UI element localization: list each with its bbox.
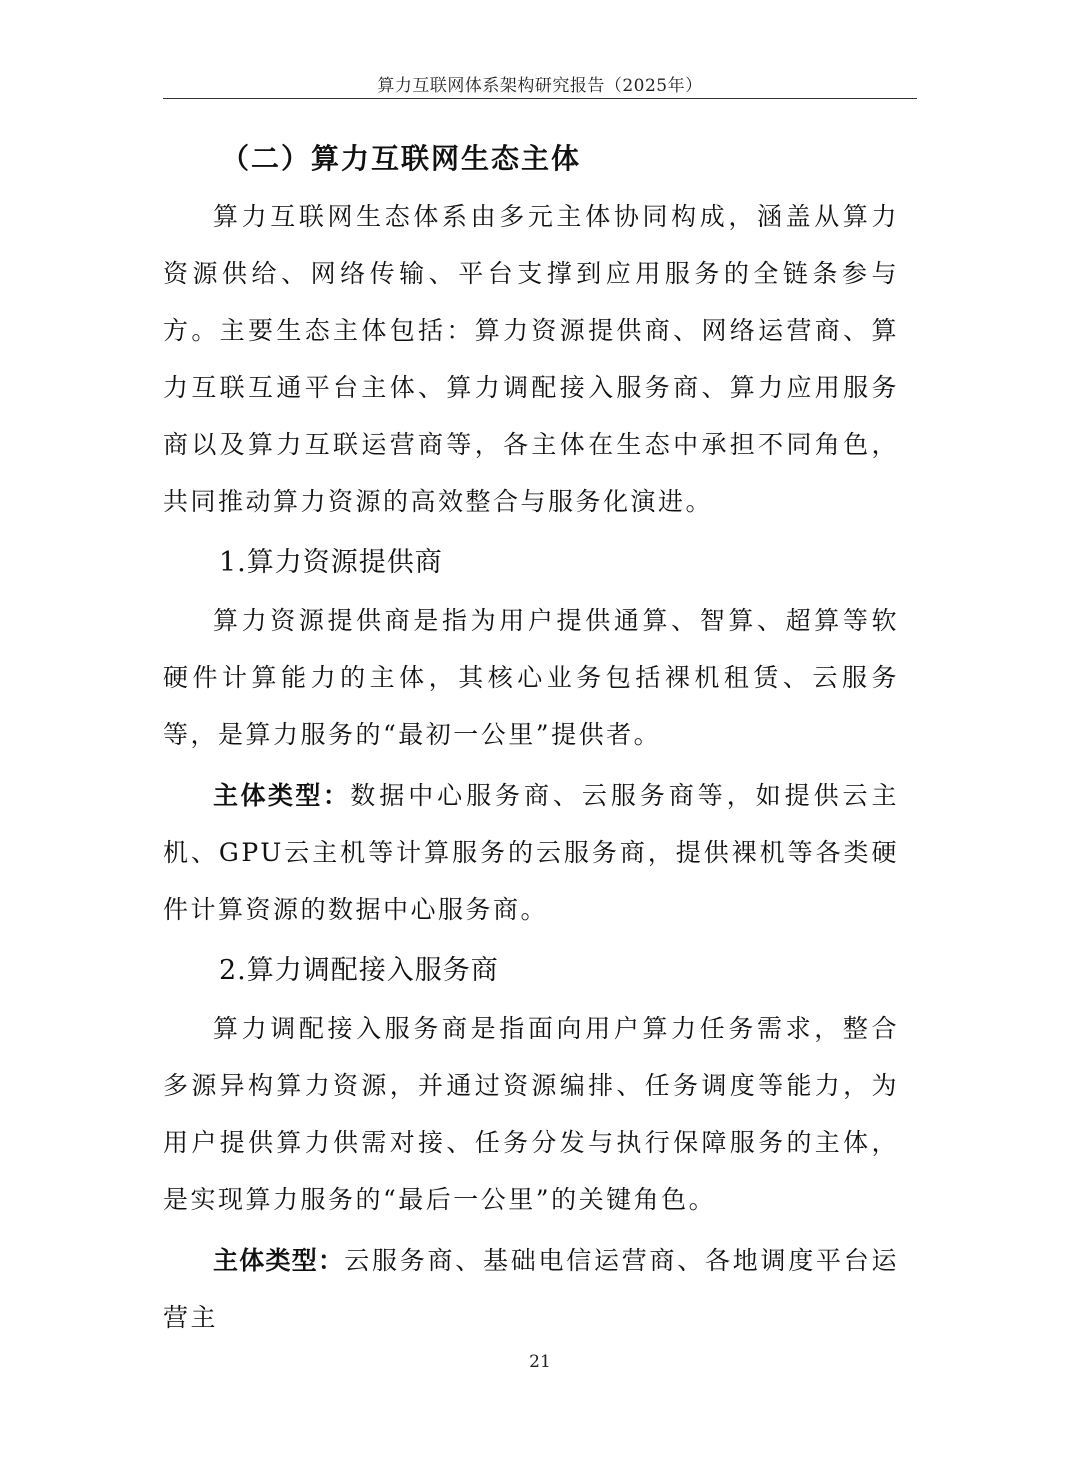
subsection-body-resource-provider: 算力资源提供商是指为用户提供通算、智算、超算等软硬件计算能力的主体，其核心业务包括裸机租赁、云服务等，是算力服务的“最初一公里”提供者。: [163, 606, 899, 749]
section-heading: （二）算力互联网生态主体: [221, 142, 582, 175]
section-intro-paragraph: 算力互联网生态体系由多元主体协同构成，涵盖从算力资源供给、网络传输、平台支撑到应用服务的全链条参与方。主要生态主体包括：算力资源提供商、网络运营商、算力互联互通平台主体、算力调配接入服务商、算力应用服务商以及算力互联运营商等，各主体在生态中承担不同角色，共同推动算力资源的高效整合与服务化演进。: [163, 202, 899, 516]
type-text: 云服务商、基础电信运营商、各地调度平台运营主: [163, 1246, 899, 1332]
subsection-heading-resource-provider: 1.算力资源提供商: [219, 547, 443, 578]
type-label: 主体类型：: [213, 781, 351, 810]
page-content: [163, 130, 899, 1346]
type-label: 主体类型：: [213, 1246, 345, 1275]
subsection-type-dispatch-provider: [163, 1232, 899, 1346]
subsection-heading-dispatch-provider: 2.算力调配接入服务商: [219, 955, 499, 986]
subsection-type-resource-provider: [163, 767, 899, 938]
subsection-body-dispatch-provider: 算力调配接入服务商是指面向用户算力任务需求，整合多源异构算力资源，并通过资源编排、任务调度等能力，为用户提供算力供需对接、任务分发与执行保障服务的主体，是实现算力服务的“最后一公里”的关键角色。: [163, 1014, 899, 1214]
page-number: 21: [529, 1352, 551, 1372]
header-divider: [163, 98, 917, 99]
page-header-title: 算力互联网体系架构研究报告（2025年）: [377, 76, 703, 96]
type-text: 数据中心服务商、云服务商等，如提供云主机、GPU云主机等计算服务的云服务商，提供裸机等各类硬件计算资源的数据中心服务商。: [163, 781, 899, 924]
